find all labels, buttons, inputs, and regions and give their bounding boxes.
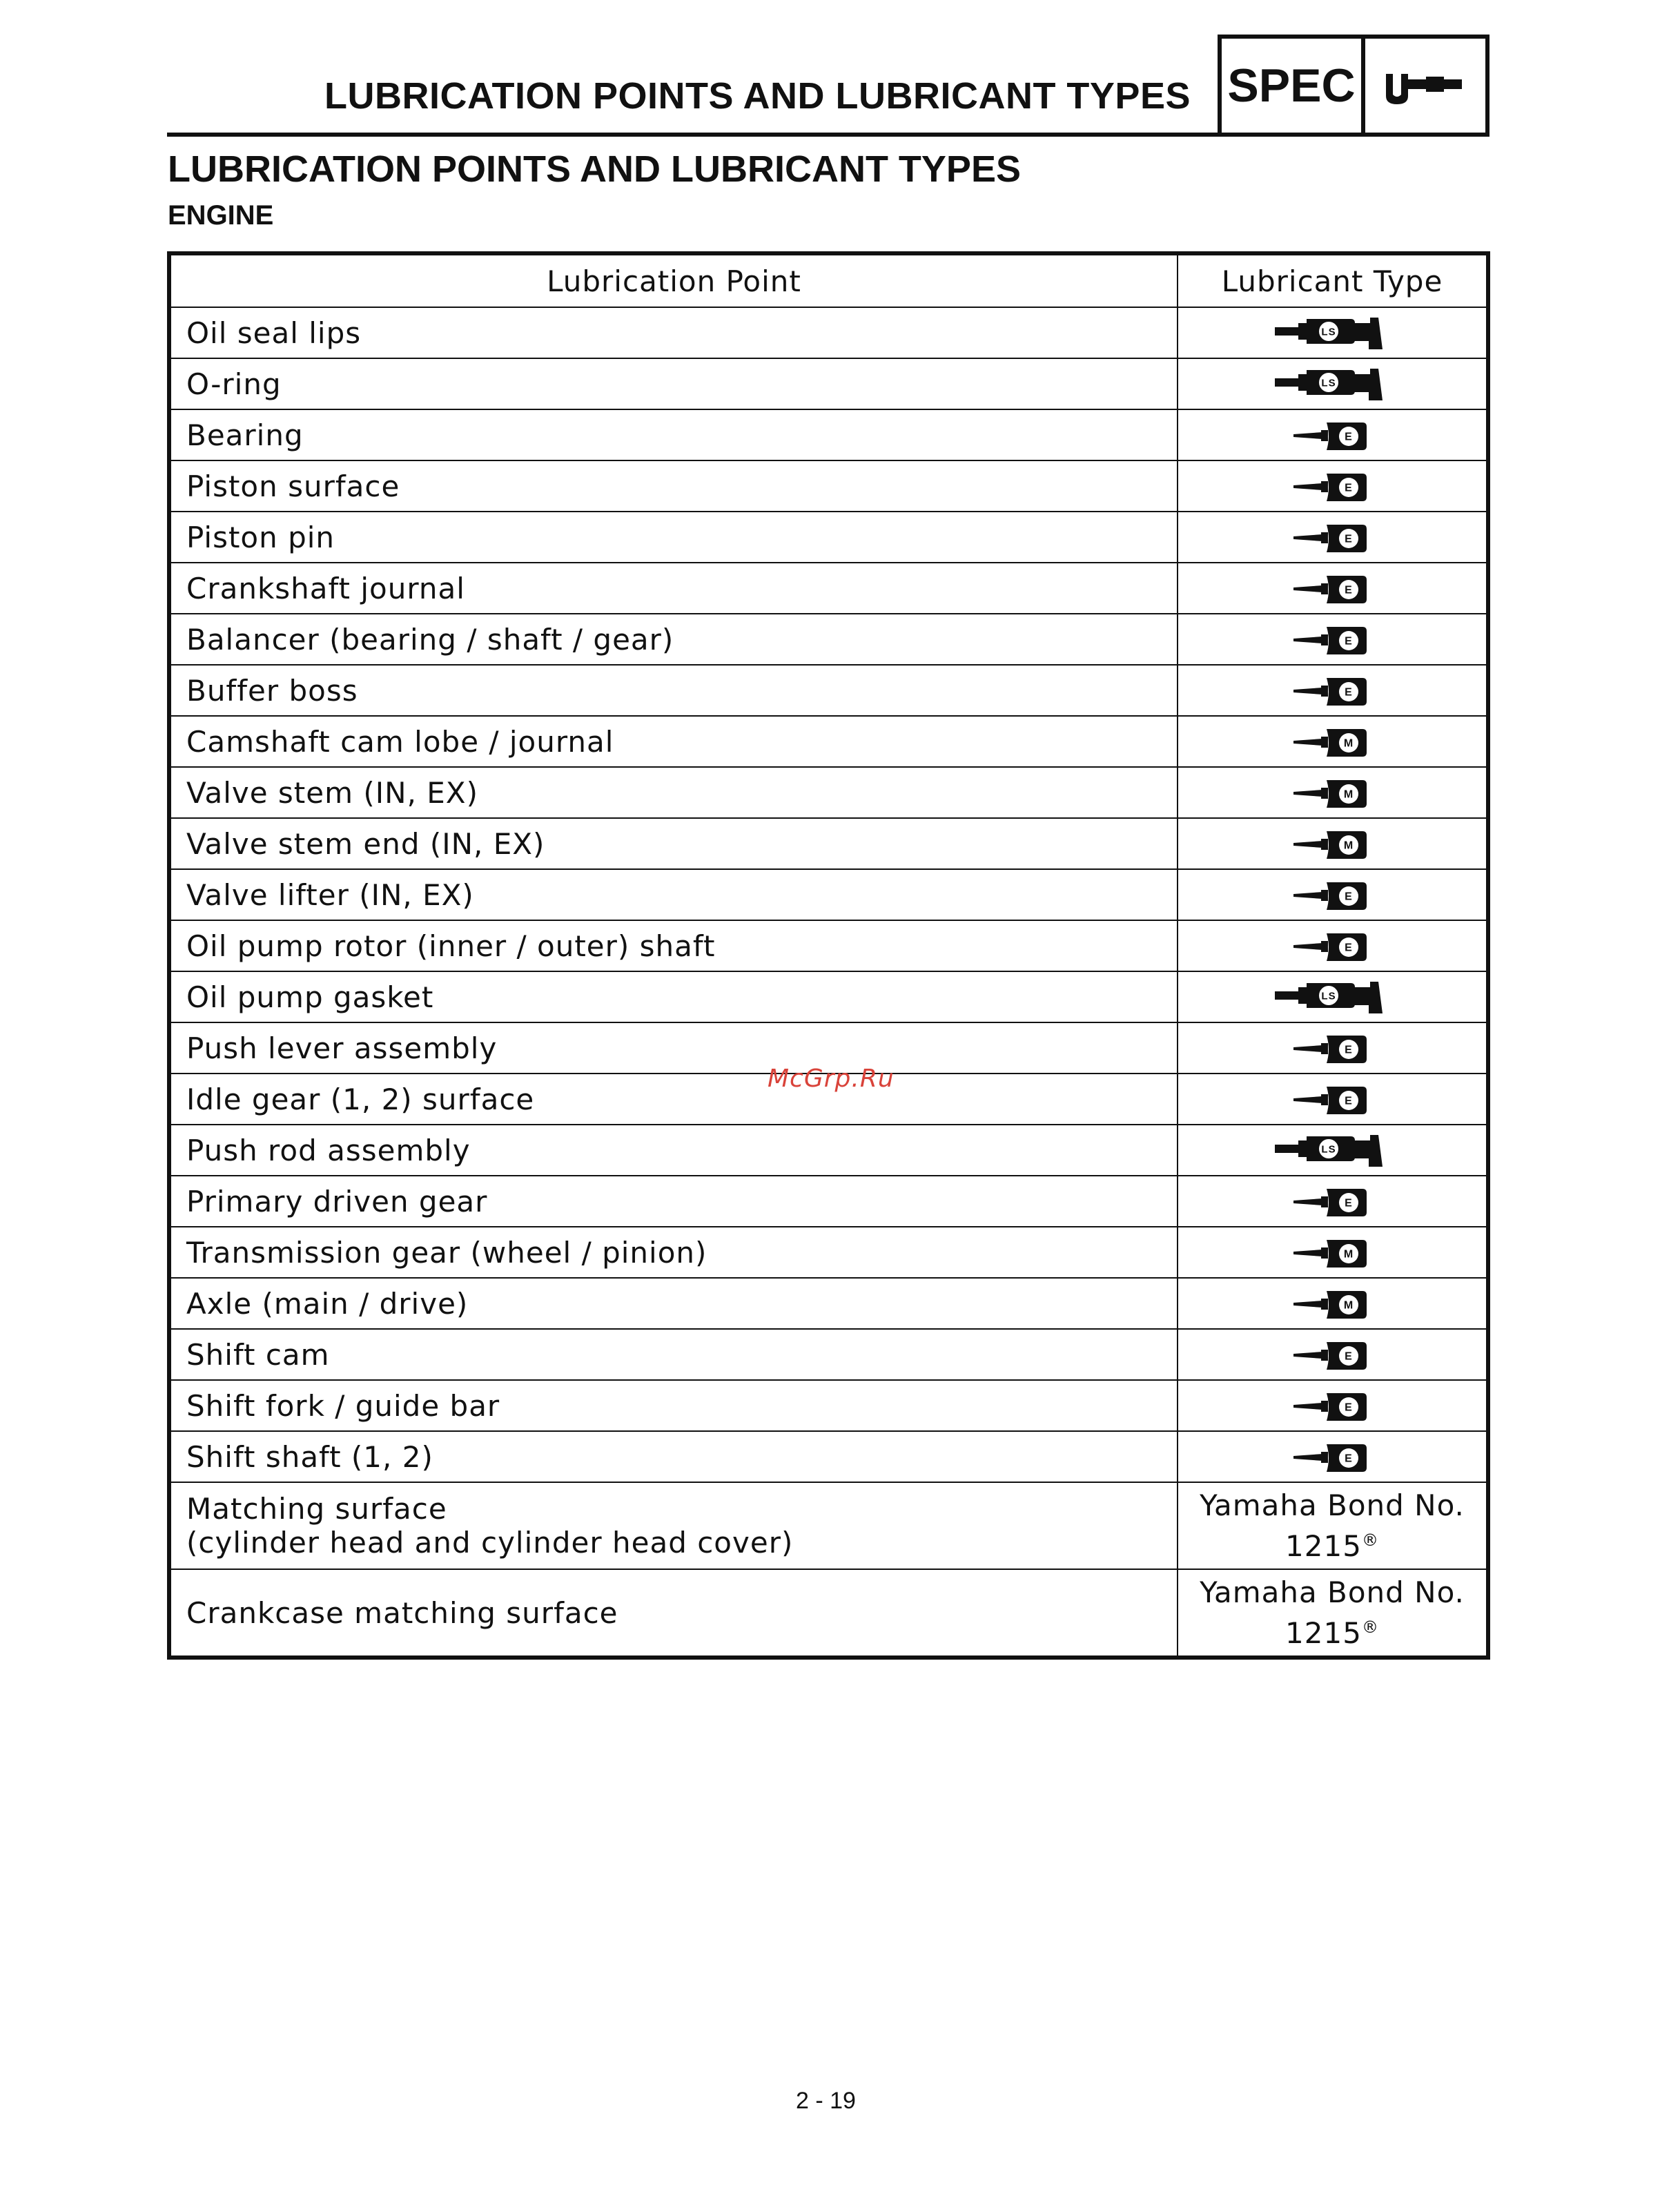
lubricant-type	[1178, 1482, 1488, 1569]
lubrication-point: Oil pump rotor (inner / outer) shaft	[169, 920, 1178, 971]
table-row	[169, 869, 1488, 920]
lithium-soap-grease-icon	[1273, 978, 1391, 1012]
svg-text:LS: LS	[1321, 377, 1336, 389]
lubrication-point-line: Matching surface	[186, 1492, 447, 1526]
lubricant-type	[1178, 460, 1488, 512]
table-row	[169, 614, 1488, 665]
lubricant-type	[1178, 307, 1488, 358]
table-row	[169, 307, 1488, 358]
table-row	[169, 358, 1488, 409]
lubrication-point: Valve lifter (IN, EX)	[169, 869, 1178, 920]
svg-text:E: E	[1345, 431, 1353, 443]
lubrication-point: Oil seal lips	[169, 307, 1178, 358]
lubrication-point: Shift fork / guide bar	[169, 1380, 1178, 1431]
svg-text:E: E	[1345, 942, 1353, 954]
engine-oil-icon	[1291, 1030, 1374, 1064]
lubricant-type	[1178, 1125, 1488, 1176]
lubricant-type	[1178, 665, 1488, 716]
lubrication-point: Push rod assembly	[169, 1125, 1178, 1176]
table-row	[169, 1482, 1488, 1569]
table-row	[169, 563, 1488, 614]
svg-text:E: E	[1345, 1044, 1353, 1056]
svg-text:M: M	[1343, 839, 1354, 852]
sealant-number	[1200, 1523, 1465, 1564]
lubricant-type	[1178, 1278, 1488, 1329]
engine-oil-icon	[1291, 570, 1374, 604]
section-title: LUBRICATION POINTS AND LUBRICANT TYPES	[168, 148, 1021, 190]
spec-box	[1218, 35, 1489, 137]
spec-label: SPEC	[1222, 39, 1365, 133]
svg-text:E: E	[1345, 891, 1353, 903]
sealant-name-line: Yamaha Bond No.	[1200, 1575, 1465, 1609]
lubrication-point: Valve stem end (IN, EX)	[169, 818, 1178, 869]
header-rule	[167, 133, 1218, 137]
lubricant-type	[1178, 1380, 1488, 1431]
svg-text:M: M	[1343, 788, 1354, 801]
lubrication-point: Bearing	[169, 409, 1178, 460]
header-lubrication-point: Lubrication Point	[169, 253, 1178, 307]
lithium-soap-grease-icon	[1273, 1132, 1391, 1165]
lubrication-point: Shift shaft (1, 2)	[169, 1431, 1178, 1482]
lubrication-point: Buffer boss	[169, 665, 1178, 716]
table-row	[169, 1227, 1488, 1278]
lubrication-point-line: (cylinder head and cylinder head cover)	[186, 1526, 794, 1560]
lubrication-point	[169, 1482, 1178, 1569]
sealant-number-value: 1215	[1285, 1528, 1362, 1563]
table-row	[169, 1569, 1488, 1658]
lubricant-type	[1178, 869, 1488, 920]
table-row	[169, 460, 1488, 512]
registered-mark: ®	[1361, 1530, 1379, 1550]
lubrication-point: Primary driven gear	[169, 1176, 1178, 1227]
engine-oil-icon	[1291, 1081, 1374, 1115]
table-row	[169, 716, 1488, 767]
lithium-soap-grease-icon	[1273, 314, 1391, 348]
svg-text:E: E	[1345, 686, 1353, 699]
lubricant-type	[1178, 971, 1488, 1022]
lubricant-type	[1178, 563, 1488, 614]
table-header-row	[169, 253, 1488, 307]
svg-text:E: E	[1345, 1095, 1353, 1107]
lubrication-point-line: Crankcase matching surface	[186, 1595, 618, 1630]
sealant-number-value: 1215	[1285, 1615, 1362, 1650]
table-row	[169, 512, 1488, 563]
svg-text:E: E	[1345, 635, 1353, 648]
engine-oil-icon	[1291, 468, 1374, 502]
svg-text:E: E	[1345, 1453, 1353, 1465]
lubrication-point: Idle gear (1, 2) surface	[169, 1074, 1178, 1125]
svg-text:E: E	[1345, 533, 1353, 545]
molybdenum-oil-icon	[1291, 826, 1374, 860]
lubricant-type	[1178, 1329, 1488, 1380]
engine-oil-icon	[1291, 1337, 1374, 1370]
svg-text:LS: LS	[1321, 990, 1336, 1002]
lubricant-type	[1178, 1074, 1488, 1125]
lubricant-type	[1178, 1431, 1488, 1482]
sealant-name-line: Yamaha Bond No.	[1200, 1488, 1465, 1522]
lubricant-type	[1178, 818, 1488, 869]
lubrication-point: Transmission gear (wheel / pinion)	[169, 1227, 1178, 1278]
lubricant-type	[1178, 512, 1488, 563]
table-row	[169, 665, 1488, 716]
lubricant-type	[1178, 716, 1488, 767]
svg-text:E: E	[1345, 1197, 1353, 1210]
table-row	[169, 1329, 1488, 1380]
lubrication-point: Axle (main / drive)	[169, 1278, 1178, 1329]
table-row	[169, 1125, 1488, 1176]
lubrication-point: Piston surface	[169, 460, 1178, 512]
table-row	[169, 1380, 1488, 1431]
sealant-name	[1200, 1488, 1465, 1564]
table-row	[169, 1278, 1488, 1329]
lubricant-type	[1178, 409, 1488, 460]
engine-oil-icon	[1291, 1183, 1374, 1217]
lubrication-point: O-ring	[169, 358, 1178, 409]
lubrication-point: Push lever assembly	[169, 1022, 1178, 1074]
lubricant-type	[1178, 1569, 1488, 1658]
molybdenum-oil-icon	[1291, 1234, 1374, 1268]
lubricant-type	[1178, 1176, 1488, 1227]
header-title: LUBRICATION POINTS AND LUBRICANT TYPES	[324, 75, 1191, 117]
sealant-name	[1200, 1575, 1465, 1651]
table-row	[169, 920, 1488, 971]
svg-text:LS: LS	[1321, 326, 1336, 338]
table-row	[169, 767, 1488, 818]
engine-oil-icon	[1291, 621, 1374, 655]
molybdenum-oil-icon	[1291, 724, 1374, 757]
lubrication-point: Camshaft cam lobe / journal	[169, 716, 1178, 767]
lubrication-point: Shift cam	[169, 1329, 1178, 1380]
lubrication-table	[167, 251, 1490, 1660]
registered-mark: ®	[1361, 1617, 1379, 1637]
engine-oil-icon	[1291, 519, 1374, 553]
page-number: 2 - 19	[796, 2088, 856, 2114]
svg-text:M: M	[1343, 1248, 1354, 1261]
table-row	[169, 1176, 1488, 1227]
lithium-soap-grease-icon	[1273, 365, 1391, 399]
lubrication-point: Crankshaft journal	[169, 563, 1178, 614]
svg-text:E: E	[1345, 1350, 1353, 1363]
lubricant-type	[1178, 1227, 1488, 1278]
svg-text:M: M	[1343, 1299, 1354, 1312]
lubrication-point: Valve stem (IN, EX)	[169, 767, 1178, 818]
engine-oil-icon	[1291, 928, 1374, 962]
svg-text:M: M	[1343, 737, 1354, 750]
engine-oil-icon	[1291, 1388, 1374, 1421]
molybdenum-oil-icon	[1291, 775, 1374, 808]
table-row	[169, 971, 1488, 1022]
watermark: McGrp.Ru	[768, 1065, 895, 1093]
wrench-icon	[1365, 39, 1485, 133]
section-subtitle: ENGINE	[168, 200, 274, 231]
lubrication-point	[169, 1569, 1178, 1658]
svg-text:LS: LS	[1321, 1143, 1336, 1156]
lubrication-point: Piston pin	[169, 512, 1178, 563]
lubricant-type	[1178, 614, 1488, 665]
molybdenum-oil-icon	[1291, 1285, 1374, 1319]
lubricant-type	[1178, 920, 1488, 971]
engine-oil-icon	[1291, 1439, 1374, 1473]
table-row	[169, 818, 1488, 869]
engine-oil-icon	[1291, 672, 1374, 706]
engine-oil-icon	[1291, 417, 1374, 451]
lubrication-point: Balancer (bearing / shaft / gear)	[169, 614, 1178, 665]
header-lubricant-type: Lubricant Type	[1178, 253, 1488, 307]
sealant-number	[1200, 1610, 1465, 1651]
svg-text:E: E	[1345, 584, 1353, 596]
lubrication-point: Oil pump gasket	[169, 971, 1178, 1022]
engine-oil-icon	[1291, 877, 1374, 911]
lubricant-type	[1178, 1022, 1488, 1074]
svg-text:E: E	[1345, 1401, 1353, 1414]
lubricant-type	[1178, 358, 1488, 409]
lubricant-type	[1178, 767, 1488, 818]
svg-text:E: E	[1345, 482, 1353, 494]
table-row	[169, 409, 1488, 460]
table-row	[169, 1431, 1488, 1482]
